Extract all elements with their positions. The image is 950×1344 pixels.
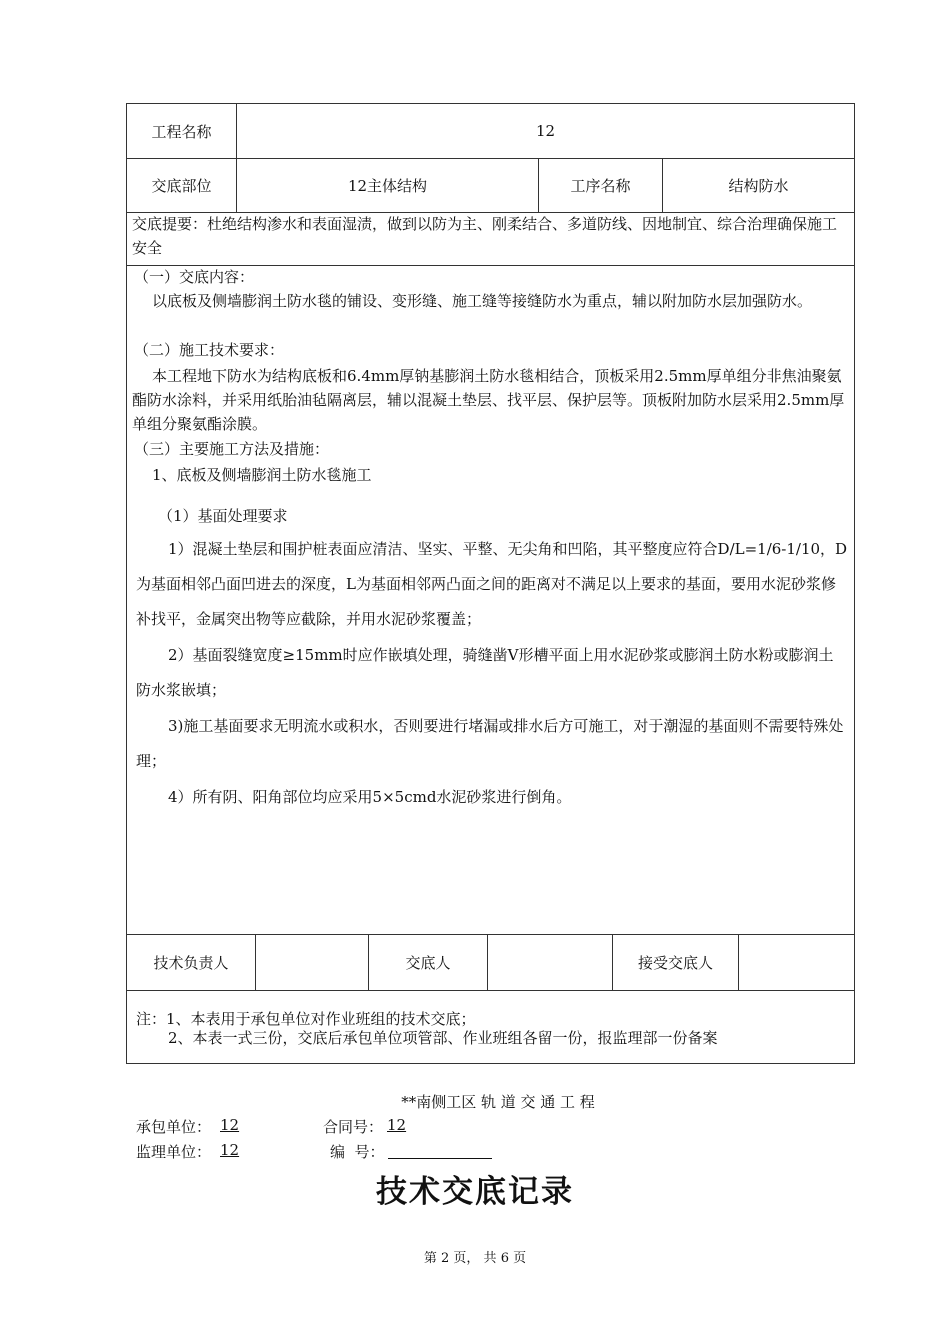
receiver-label: 接受交底人 (637, 954, 713, 972)
project-name-label: 工程名称 (151, 122, 212, 141)
section-3-item-1: 1、底板及侧墙膨润土防水毯施工 (152, 466, 372, 484)
section-3-sub-1: （1）基面处理要求 (158, 507, 288, 525)
process-value: 结构防水 (728, 177, 789, 195)
contractor-label: 承包单位： (136, 1118, 212, 1136)
serial-label: 编 号： (330, 1143, 385, 1161)
section-2-title: （二）施工技术要求： (134, 341, 285, 359)
process-label: 工序名称 (570, 177, 631, 195)
contract-no-label: 合同号： (323, 1118, 384, 1136)
tech-lead-signature[interactable] (256, 935, 368, 990)
summary-text: 交底提要：杜绝结构渗水和表面湿渍，做到以防为主、刚柔结合、多道防线、因地制宜、综合治理确保施工安全 (132, 215, 838, 257)
project-name-value: 12 (535, 122, 556, 140)
supervisor-value: 12 (220, 1141, 240, 1159)
tech-lead-label: 技术负责人 (153, 954, 229, 972)
requirement-4: 4）所有阴、阳角部位均应采用5×5cmd水泥砂浆进行倒角。 (168, 788, 572, 806)
document-title: 技术交底记录 (376, 1174, 574, 1210)
serial-field[interactable] (388, 1141, 492, 1159)
contractor-value: 12 (220, 1116, 240, 1134)
table-border-bottom (126, 1063, 855, 1064)
section-1-text: 以底板及侧墙膨润土防水毯的铺设、变形缝、施工缝等接缝防水为重点，辅以附加防水层加强防水。 (152, 292, 813, 310)
section-2-text: 本工程地下防水为结构底板和6.4mm厚钠基膨润土防水毯相结合，顶板采用2.5mm厚单组分非焦油聚氨酯防水涂料，并采用纸胎油毡隔离层，辅以混凝土垫层、找平层、保护层等。顶板附加防水层采用2.5mm厚单组分聚氨酯涂膜。 (132, 367, 845, 433)
location-value: 12主体结构 (347, 177, 428, 195)
project-title: **南侧工区 轨 道 交 通 工 程 (401, 1093, 595, 1111)
supervisor-label: 监理单位： (136, 1143, 212, 1161)
row-divider (126, 990, 855, 991)
giver-signature[interactable] (488, 935, 612, 990)
section-1-title: （一）交底内容： (134, 268, 255, 286)
receiver-signature[interactable] (739, 935, 854, 990)
table-border-left (126, 103, 127, 1064)
location-label: 交底部位 (151, 177, 212, 195)
giver-label: 交底人 (405, 954, 451, 972)
note-1: 注：1、本表用于承包单位对作业班组的技术交底； (136, 1010, 476, 1028)
requirement-1: 1）混凝土垫层和围护桩表面应清洁、坚实、平整、无尖角和凹陷，其平整度应符合D/L=1/6-1/10，D为基面相邻凸面凹进去的深度，L为基面相邻两凸面之间的距离对不满足以上要求的基面，要用水泥砂浆修补找平，金属突出物等应截除，并用水泥砂浆覆盖； (136, 540, 848, 628)
note-2: 2、本表一式三份，交底后承包单位项管部、作业班组各留一份，报监理部一份备案 (168, 1029, 718, 1047)
contract-no-value: 12 (387, 1116, 407, 1134)
requirement-3: 3)施工基面要求无明流水或积水，否则要进行堵漏或排水后方可施工，对于潮湿的基面则不需要特殊处理； (136, 717, 844, 770)
table-border-right (854, 103, 855, 1064)
section-3-title: （三）主要施工方法及措施： (134, 440, 330, 458)
page-number: 第 2 页， 共 6 页 (423, 1251, 527, 1266)
requirement-2: 2）基面裂缝宽度≥15mm时应作嵌填处理，骑缝凿V形槽平面上用水泥砂浆或膨润土防水粉或膨润土防水浆嵌填； (136, 646, 834, 699)
